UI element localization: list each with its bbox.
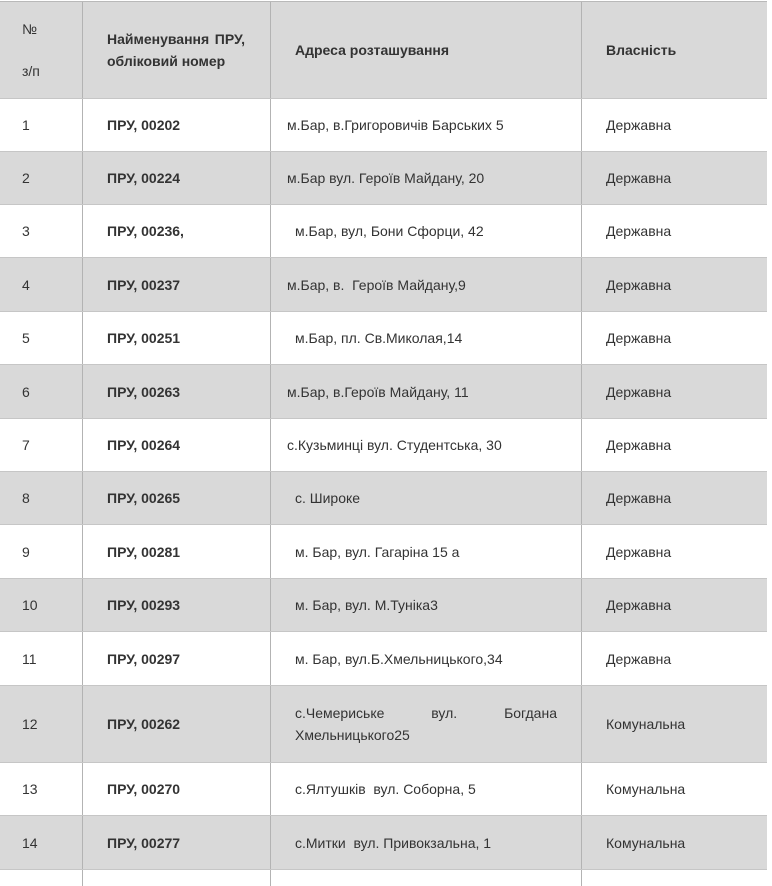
pru-table [0, 1, 767, 870]
row-address [271, 152, 582, 204]
row-name-text: ПРУ, 00281 [107, 543, 181, 560]
row-name-text: ПРУ, 00293 [107, 597, 181, 613]
row-number [0, 258, 83, 311]
header-number-sign: № [22, 21, 38, 37]
row-number-text: 3 [22, 223, 30, 239]
row-name-text: ПРУ, 00262 [107, 716, 181, 732]
row-ownership-text: Комунальна [606, 781, 686, 797]
table-body [0, 99, 767, 870]
row-ownership [582, 579, 767, 631]
row-address [271, 419, 582, 471]
header-address [271, 2, 582, 98]
row-name-text: ПРУ, 00297 [107, 650, 181, 667]
row-ownership [582, 632, 767, 685]
row-address [271, 205, 582, 257]
row-ownership-text: Державна [606, 383, 672, 400]
row-number-text: 11 [22, 650, 37, 667]
table-row [0, 472, 767, 525]
row-number [0, 205, 83, 257]
row-address-text: м. Бар, вул.Б.Хмельницького,34 [295, 650, 503, 667]
header-address-text: Адреса розташування [295, 42, 450, 58]
row-ownership [582, 525, 767, 578]
row-ownership [582, 365, 767, 418]
row-ownership-text: Комунальна [606, 716, 686, 732]
row-number-text: 2 [22, 170, 30, 186]
row-name [83, 525, 271, 578]
row-name-text: ПРУ, 00224 [107, 170, 181, 186]
row-name-text: ПРУ, 00236, [107, 223, 184, 239]
row-address [271, 763, 582, 815]
table-row [0, 579, 767, 632]
row-number-text: 6 [22, 383, 30, 400]
row-name-text: ПРУ, 00237 [107, 276, 181, 293]
row-number [0, 472, 83, 524]
row-ownership-text: Державна [606, 437, 672, 453]
row-ownership-text: Державна [606, 276, 672, 293]
row-address [271, 472, 582, 524]
table-header-row [0, 2, 767, 99]
header-number-abbr: з/п [22, 63, 40, 79]
row-ownership-text: Державна [606, 490, 672, 506]
row-number-text: 14 [22, 834, 38, 851]
row-ownership-text: Комунальна [606, 834, 686, 851]
row-number [0, 763, 83, 815]
row-ownership-text: Державна [606, 597, 672, 613]
row-address [271, 258, 582, 311]
row-name [83, 312, 271, 364]
row-name [83, 419, 271, 471]
header-ownership [582, 2, 767, 98]
row-address [271, 686, 582, 762]
row-number-text: 5 [22, 330, 30, 346]
row-number [0, 816, 83, 869]
table-row [0, 152, 767, 205]
row-address [271, 816, 582, 869]
row-address [271, 579, 582, 631]
row-number [0, 686, 83, 762]
row-name-text: ПРУ, 00264 [107, 437, 181, 453]
row-name [83, 258, 271, 311]
table-row [0, 763, 767, 816]
row-number [0, 365, 83, 418]
header-name-text: Найменування ПРУ, обліковий номер [107, 31, 245, 69]
row-address-text: с.Кузьминці вул. Студентська, 30 [287, 437, 502, 453]
row-ownership [582, 312, 767, 364]
row-name [83, 365, 271, 418]
row-name-text: ПРУ, 00251 [107, 330, 181, 346]
table-row [0, 632, 767, 686]
row-number-text: 13 [22, 781, 38, 797]
row-address-text: м.Бар, в. Героїв Майдану,9 [287, 276, 466, 293]
row-address-text: м.Бар, в.Григоровичів Барських 5 [287, 117, 504, 133]
table-row [0, 99, 767, 152]
row-address-text: с.Митки вул. Привокзальна, 1 [295, 834, 492, 851]
row-number-text: 7 [22, 437, 30, 453]
row-address [271, 365, 582, 418]
header-name [83, 2, 271, 98]
table-row [0, 205, 767, 258]
row-ownership [582, 99, 767, 151]
row-ownership-text: Державна [606, 117, 672, 133]
table-row [0, 312, 767, 365]
row-address-text: м.Бар, вул, Бони Сфорци, 42 [295, 223, 484, 239]
table-row [0, 816, 767, 870]
row-name [83, 686, 271, 762]
row-name [83, 205, 271, 257]
row-ownership [582, 419, 767, 471]
row-number [0, 579, 83, 631]
header-ownership-text: Власність [606, 42, 677, 58]
row-address [271, 312, 582, 364]
row-ownership-text: Державна [606, 650, 672, 667]
row-ownership [582, 763, 767, 815]
row-address-text: с.Чемериське вул. Богдана Хмельницького25 [295, 705, 561, 743]
row-address [271, 632, 582, 685]
row-ownership [582, 472, 767, 524]
row-name-text: ПРУ, 00202 [107, 117, 181, 133]
row-ownership-text: Державна [606, 170, 672, 186]
table-row [0, 365, 767, 419]
row-ownership [582, 686, 767, 762]
row-number-text: 1 [22, 117, 30, 133]
row-number-text: 10 [22, 597, 38, 613]
row-name-text: ПРУ, 00265 [107, 490, 181, 506]
row-address-text: с. Широке [295, 490, 361, 506]
row-name [83, 99, 271, 151]
row-address-text: м. Бар, вул. М.Туніка3 [295, 597, 438, 613]
row-address-text: м.Бар вул. Героїв Майдану, 20 [287, 170, 485, 186]
row-ownership-text: Державна [606, 223, 672, 239]
table-row [0, 419, 767, 472]
row-number [0, 632, 83, 685]
table-continuation [0, 870, 767, 886]
row-number [0, 312, 83, 364]
header-number [0, 2, 83, 98]
row-ownership [582, 205, 767, 257]
row-address-text: м.Бар, в.Героїв Майдану, 11 [287, 383, 469, 400]
row-address [271, 525, 582, 578]
row-ownership [582, 152, 767, 204]
row-name [83, 816, 271, 869]
row-number [0, 525, 83, 578]
row-ownership [582, 816, 767, 869]
row-name [83, 763, 271, 815]
row-ownership [582, 258, 767, 311]
row-number-text: 9 [22, 543, 30, 560]
table-row [0, 258, 767, 312]
row-ownership-text: Державна [606, 543, 672, 560]
row-address-text: м.Бар, пл. Св.Миколая,14 [295, 330, 463, 346]
row-name-text: ПРУ, 00263 [107, 383, 181, 400]
row-address-text: м. Бар, вул. Гагаріна 15 а [295, 543, 460, 560]
row-number [0, 152, 83, 204]
row-number [0, 99, 83, 151]
row-name [83, 632, 271, 685]
row-number-text: 4 [22, 276, 30, 293]
row-number-text: 8 [22, 490, 30, 506]
row-name-text: ПРУ, 00270 [107, 781, 181, 797]
table-row [0, 686, 767, 763]
row-number [0, 419, 83, 471]
row-address [271, 99, 582, 151]
row-number-text: 12 [22, 716, 38, 732]
row-name-text: ПРУ, 00277 [107, 834, 181, 851]
row-name [83, 472, 271, 524]
row-ownership-text: Державна [606, 330, 672, 346]
row-name [83, 152, 271, 204]
row-address-text: с.Ялтушків вул. Соборна, 5 [295, 781, 476, 797]
row-name [83, 579, 271, 631]
table-row [0, 525, 767, 579]
